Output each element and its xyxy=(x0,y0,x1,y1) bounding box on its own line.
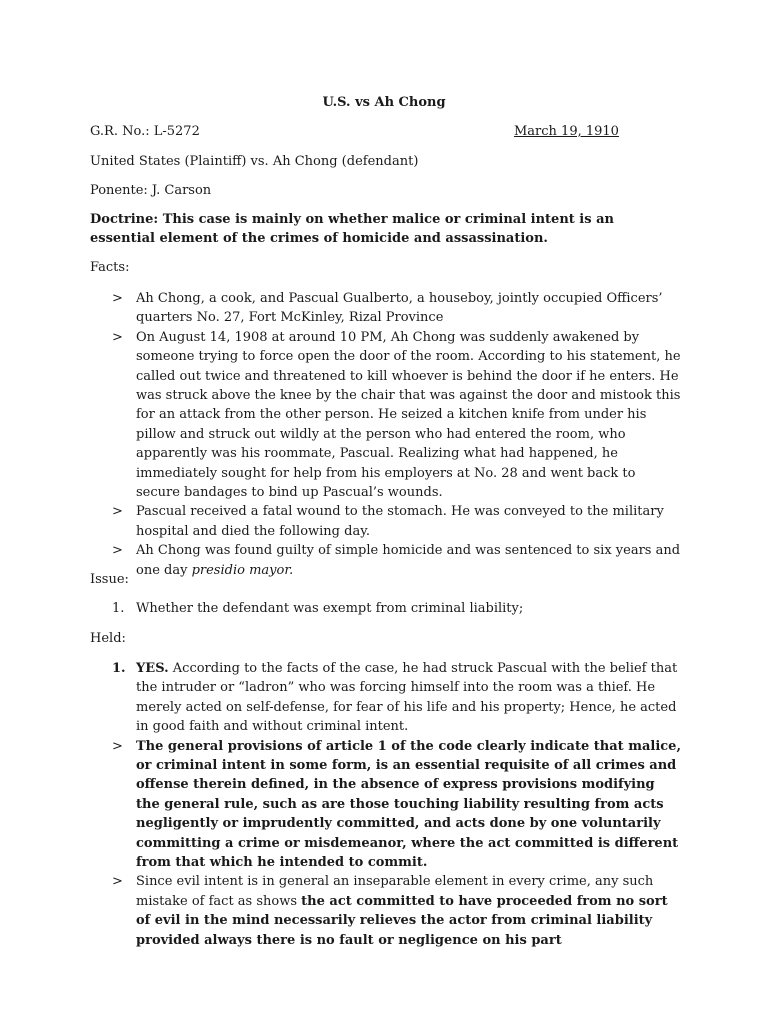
facts-heading: Facts: xyxy=(90,260,130,275)
arrow-marker-icon: > xyxy=(112,291,123,306)
ponente: Ponente: J. Carson xyxy=(90,183,212,198)
doctrine-paragraph xyxy=(90,210,682,249)
list-number: 1. xyxy=(112,661,126,676)
fact-text: Ah Chong was found guilty of simple homicide and was sentenced to six years and one day xyxy=(136,543,681,578)
issue-list xyxy=(90,599,690,618)
list-item xyxy=(90,872,682,950)
doctrine-label: Doctrine: xyxy=(90,212,159,227)
fact-text: Pascual received a fatal wound to the stomach. He was conveyed to the military hospital and died the following day. xyxy=(136,504,664,539)
list-item xyxy=(90,328,682,503)
held-list xyxy=(90,659,682,950)
doctrine-text: This case is mainly on whether malice or criminal intent is an essential element of the crimes of homicide and assassination. xyxy=(90,212,614,247)
issue-heading: Issue: xyxy=(90,572,129,587)
fact-text: Ah Chong, a cook, and Pascual Gualberto, a houseboy, jointly occupied Officers’ quarters No. 27, Fort McKinley, Rizal Province xyxy=(136,291,663,326)
case-parties: United States (Plaintiff) vs. Ah Chong (defendant) xyxy=(90,154,419,169)
held-text: The general provisions of article 1 of the code clearly indicate that malice, or criminal intent in some form, is an essential requisite of all crimes and offense therein defined, in the absence of express provisions modifying the general rule, such as are those touching liability resulting from acts negligently or imprudently committed, and acts done by one voluntarily committing a crime or misdemeanor, where the act committed is different from that which he intended to commit. xyxy=(136,738,681,871)
fact-italic-text: presidio mayor. xyxy=(191,562,294,578)
arrow-marker-icon: > xyxy=(112,874,123,890)
decision-date: March 19, 1910 xyxy=(514,124,619,139)
list-item xyxy=(90,737,682,873)
held-answer: YES. xyxy=(136,661,169,676)
held-text: Since evil intent is in general an inseparable element in every crime, any such mistake of fact as shows xyxy=(136,874,654,909)
list-number: 1. xyxy=(112,601,125,616)
list-item xyxy=(90,659,682,737)
held-bold-text: the act committed to have proceeded from no sort of evil in the mind necessarily relieves the actor from criminal liability provided always there is no fault or negligence on his part xyxy=(136,893,668,948)
list-item xyxy=(90,289,682,328)
arrow-marker-icon: > xyxy=(112,543,123,559)
held-answer-text: According to the facts of the case, he had struck Pascual with the belief that the intruder or “ladron” who was forcing himself into the room was a thief. He merely acted on self-defense, for fear of his life and his property; Hence, he acted in good faith and without criminal intent. xyxy=(136,661,678,735)
list-item xyxy=(90,502,682,541)
held-heading: Held: xyxy=(90,631,126,646)
arrow-marker-icon: > xyxy=(112,329,123,345)
arrow-marker-icon: > xyxy=(112,738,123,754)
gr-number: G.R. No.: L-5272 xyxy=(90,124,200,139)
facts-list xyxy=(90,289,682,580)
list-item xyxy=(90,599,690,618)
arrow-marker-icon: > xyxy=(112,504,123,520)
fact-text: On August 14, 1908 at around 10 PM, Ah Chong was suddenly awakened by someone trying to force open the door of the room. According to his statement, he called out twice and threatened to kill whoever is behind the door if he enters. He was struck above the knee by the chair that was against the door and mistook this for an attack from the other person. He seized a kitchen knife from under his pillow and struck out wildly at the person who had entered the room, who apparently was his roommate, Pascual. Realizing what had happened, he immediately sought for help from his employers at No. 28 and went back to secure bandages to bind up Pascual’s wounds. xyxy=(136,329,681,501)
issue-text: Whether the defendant was exempt from criminal liability; xyxy=(136,601,524,616)
case-title: U.S. vs Ah Chong xyxy=(322,95,446,110)
